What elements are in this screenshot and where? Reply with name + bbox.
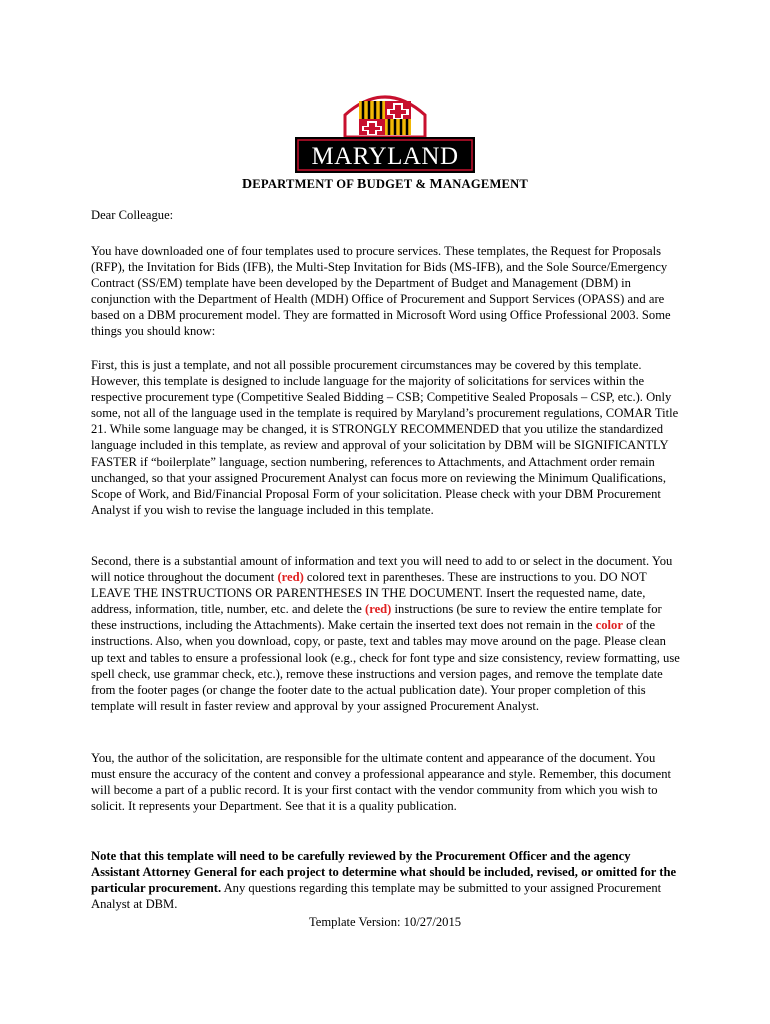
paragraph-1: You have downloaded one of four templates used to procure services. These templates, the Request for Proposals (RFP), the Invitation for Bids (IFB), the Multi-Step Invitation for Bids (MS-IFB), and the Sole Source/Emergency Contract (SS/EM) template have been developed by the Department of Budget and Management (DBM) in conjunction with the Department of Health (MDH) Office of Procurement and Support Services (OPASS) and are based on a DBM procurement model. They are formatted in Microsoft Word using Office Professional 2003. Some things you should know:	[91, 244, 671, 339]
paragraph-2: First, this is just a template, and not all possible procurement circumstances may be covered by this template. However, this template is designed to include language for the majority of solicitations for services within the respective procurement type (Competitive Sealed Bidding – CSB; Competitive Sealed Proposals – CSP, etc.). Only some, not all of the language used in the template is required by Maryland’s procurement regulations, COMAR Title 21. While some language may be changed, it is STRONGLY RECOMMENDED that you utilize the standardized language included in this template, as review and approval of your solicitation by DBM will be SIGNIFICANTLY FASTER if “boilerplate” language, section numbering, references to Attachments, and Attachment order remain unchanged, so that your assigned Procurement Analyst can focus more on reviewing the Minimum Qualifications, Scope of Work, and Bid/Financial Proposal Form of your solicitation. Please check with your DBM Procurement Analyst if you wish to revise the language included in this template.	[91, 358, 679, 517]
paragraph-5: Note that this template will need to be carefully reviewed by the Procurement Officer and the agency Assistant Attorney General for each project to determine what should be included, revised, or omitted for the particular procurement. Any questions regarding this template may be submitted to your assigned Procurement Analyst at DBM.	[91, 849, 677, 912]
paragraph-4: You, the author of the solicitation, are responsible for the ultimate content and appearance of the document. You must ensure the accuracy of the content and convey a professional appearance and style. Remember, this document will become a part of a public record. It is your first contact with the vendor community from which you wish to solicit. It represents your Department. See that it is a quality publication.	[91, 751, 671, 814]
bold-notice: Note that this template will need to be carefully reviewed by the Procurement Officer and the agency Assistant Attorney General for each project to determine what should be included, revised, or omitted for the particular procurement.	[91, 849, 677, 896]
department-heading: DEPARTMENT OF BUDGET & MANAGEMENT	[241, 177, 529, 192]
maryland-logo	[295, 93, 475, 174]
salutation: Dear Colleague:	[91, 208, 174, 222]
flag-icon	[359, 101, 411, 135]
template-version: Template Version: 10/27/2015	[308, 915, 462, 929]
red-text: color	[595, 618, 623, 633]
logo-wordmark: MARYLAND	[311, 143, 459, 170]
red-text: (red)	[277, 570, 304, 585]
red-text: (red)	[365, 602, 392, 617]
paragraph-3: Second, there is a substantial amount of information and text you will need to add to or select in the document. You will notice throughout the document (red) colored text in parentheses. These are instructions to you. DO NOT LEAVE THE INSTRUCTIONS OR PARENTHESES IN THE DOCUMENT. Insert the requested name, date, address, information, title, number, etc. and delete the (red) instructions (be sure to review the entire template for these instructions, including the Attachments). Make certain the inserted text does not remain in the color of the instructions. Also, when you download, copy, or paste, text and tables may move around on the page. Please clean up text and tables to ensure a professional look (e.g., check for font type and size consistency, review formatting, use spell check, use grammar check, etc.), remove these instructions and version pages, and remove the template date from the footer pages (or change the footer date to the actual publication date). Your proper completion of this template will result in faster review and approval by your assigned Procurement Analyst.	[91, 554, 680, 713]
